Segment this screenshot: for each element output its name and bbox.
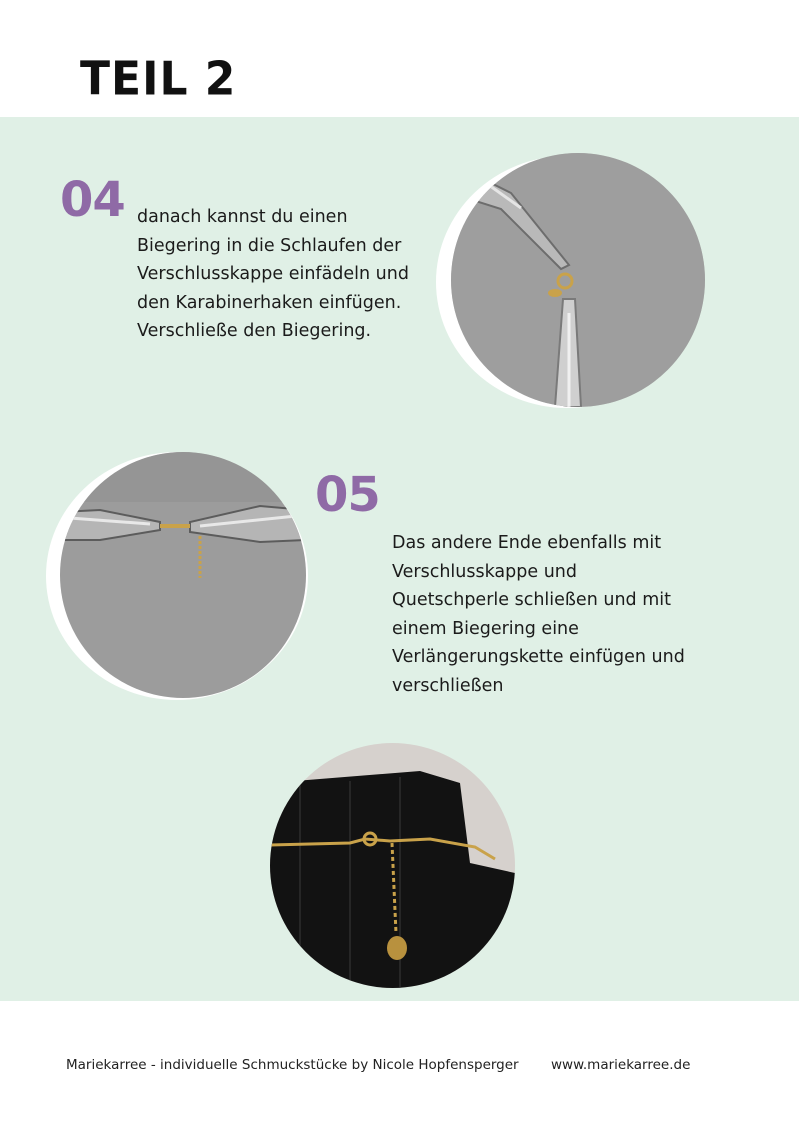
step-text-05: Das andere Ende ebenfalls mit Verschlusskappe und Quetschperle schließen und mit einem Biegering eine Verlängerungskette einfügen und verschließen <box>392 533 685 696</box>
step-number-04: 04 <box>60 172 125 228</box>
page-title: TEIL 2 <box>80 52 237 107</box>
photo-step-04-pliers-closing-ring <box>451 153 705 407</box>
step-number-05: 05 <box>315 467 380 523</box>
photo-step-05-pliers-extension-chain <box>60 452 306 698</box>
footer-website-link[interactable]: www.mariekarree.de <box>551 1057 691 1073</box>
photo-finished-necklace <box>270 743 515 988</box>
footer-credit: Mariekarree - individuelle Schmuckstücke by Nicole Hopfensperger <box>66 1057 519 1073</box>
step-text-04: danach kannst du einen Biegering in die Schlaufen der Verschlusskappe einfädeln und den Karabinerhaken einfügen. Verschließe den Biegering. <box>137 207 409 342</box>
